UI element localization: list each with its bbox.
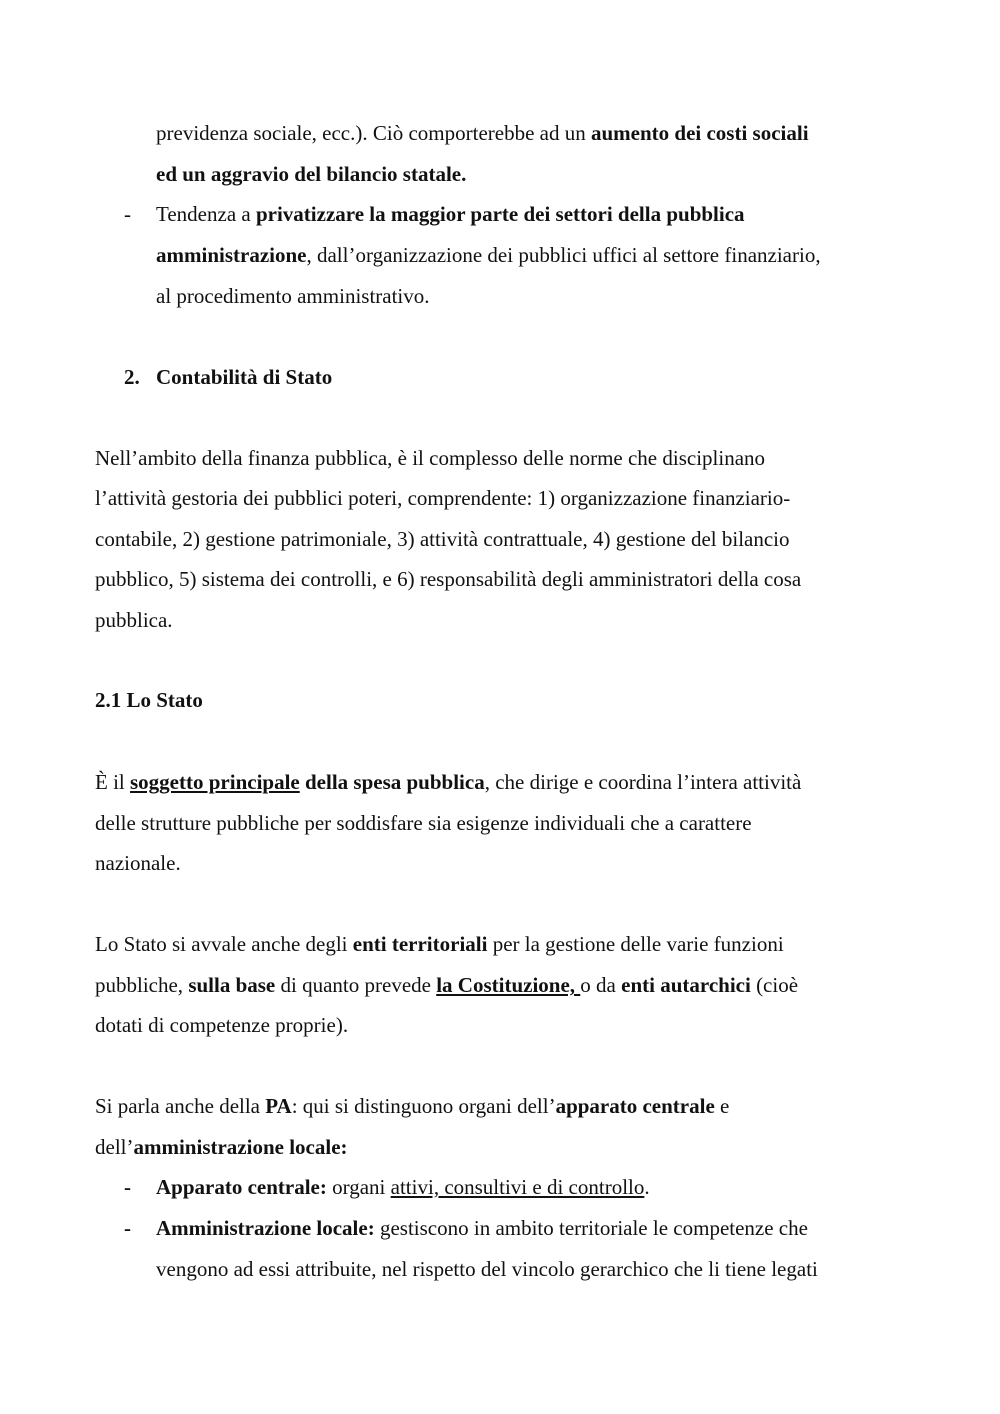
paragraph-line — [95, 772, 801, 793]
text-run: e — [714, 1094, 730, 1118]
bold-text: PA — [265, 1094, 292, 1118]
bold-text: della spesa pubblica — [299, 770, 485, 794]
paragraph-line — [95, 1137, 348, 1158]
text-run: . — [644, 1175, 650, 1199]
text-run: Si parla anche della — [95, 1094, 266, 1118]
bold-text: aumento dei costi sociali — [590, 121, 809, 145]
text-run: Tendenza a — [156, 202, 256, 226]
text-run: per la gestione delle varie funzioni — [487, 932, 784, 956]
underlined-text: attivi, consultivi e di controllo — [390, 1175, 645, 1199]
bold-text: amministrazione — [156, 243, 307, 267]
text-run: È il — [95, 770, 130, 794]
text-run: organi — [326, 1175, 391, 1199]
list-item-line: al procedimento amministrativo. — [156, 284, 430, 308]
paragraph-line: contabile, 2) gestione patrimoniale, 3) attività contrattuale, 4) gestione del bilancio — [95, 527, 790, 551]
bold-text: ed un aggravio del bilancio statale. — [156, 162, 467, 186]
list-item-line: vengono ad essi attribuite, nel rispetto del vincolo gerarchico che li tiene legati — [156, 1257, 818, 1281]
paragraph-line: pubblico, 5) sistema dei controlli, e 6) responsabilità degli amministratori della cosa — [95, 567, 802, 591]
list-item — [156, 204, 745, 225]
section-number: 2. — [124, 365, 140, 389]
list-item — [156, 1218, 808, 1239]
bold-text: apparato centrale — [555, 1094, 715, 1118]
paragraph-line — [95, 975, 798, 996]
text-run: gestiscono in ambito territoriale le competenze che — [374, 1216, 808, 1240]
bold-text: Apparato centrale: — [156, 1175, 327, 1199]
underlined-bold-text: la Costituzione, — [436, 973, 581, 997]
list-dash: - — [124, 202, 131, 226]
text-run: : qui si distinguono organi dell’ — [291, 1094, 556, 1118]
list-item — [156, 1177, 650, 1198]
bold-text: amministrazione locale: — [133, 1135, 348, 1159]
text-run: di quanto prevede — [275, 973, 437, 997]
underlined-bold-text: soggetto principale — [130, 770, 300, 794]
bold-text: enti territoriali — [352, 932, 488, 956]
text-run: , dall’organizzazione dei pubblici uffici al settore finanziario, — [306, 243, 821, 267]
text-run: , che dirige e coordina l’intera attività — [484, 770, 802, 794]
bold-text: privatizzare la maggior parte dei settori della pubblica — [255, 202, 745, 226]
paragraph-line: Nell’ambito della finanza pubblica, è il complesso delle norme che disciplinano — [95, 446, 766, 470]
list-item-line — [156, 245, 821, 266]
paragraph-line: l’attività gestoria dei pubblici poteri, comprendente: 1) organizzazione finanziario- — [95, 486, 791, 510]
text-run: dell’ — [95, 1135, 134, 1159]
paragraph-line — [95, 934, 784, 955]
text-run: previdenza sociale, ecc.). Ciò comporterebbe ad un — [156, 121, 591, 145]
paragraph-line: delle strutture pubbliche per soddisfare sia esigenze individuali che a carattere — [95, 811, 752, 835]
bold-text: sulla base — [188, 973, 276, 997]
paragraph-line: pubblica. — [95, 608, 173, 632]
list-item-continuation — [156, 164, 466, 185]
list-dash: - — [124, 1175, 131, 1199]
text-run: (cioè — [750, 973, 799, 997]
bold-text: enti autarchici — [621, 973, 751, 997]
list-item-continuation — [156, 123, 809, 144]
paragraph-line — [95, 1096, 729, 1117]
subsection-heading: 2.1 Lo Stato — [95, 688, 203, 712]
section-heading: Contabilità di Stato — [156, 365, 333, 389]
paragraph-line: dotati di competenze proprie). — [95, 1013, 349, 1037]
text-run: o da — [580, 973, 622, 997]
text-run: pubbliche, — [95, 973, 189, 997]
list-dash: - — [124, 1216, 131, 1240]
text-run: Lo Stato si avvale anche degli — [95, 932, 353, 956]
bold-text: Amministrazione locale: — [156, 1216, 375, 1240]
paragraph-line: nazionale. — [95, 851, 181, 875]
